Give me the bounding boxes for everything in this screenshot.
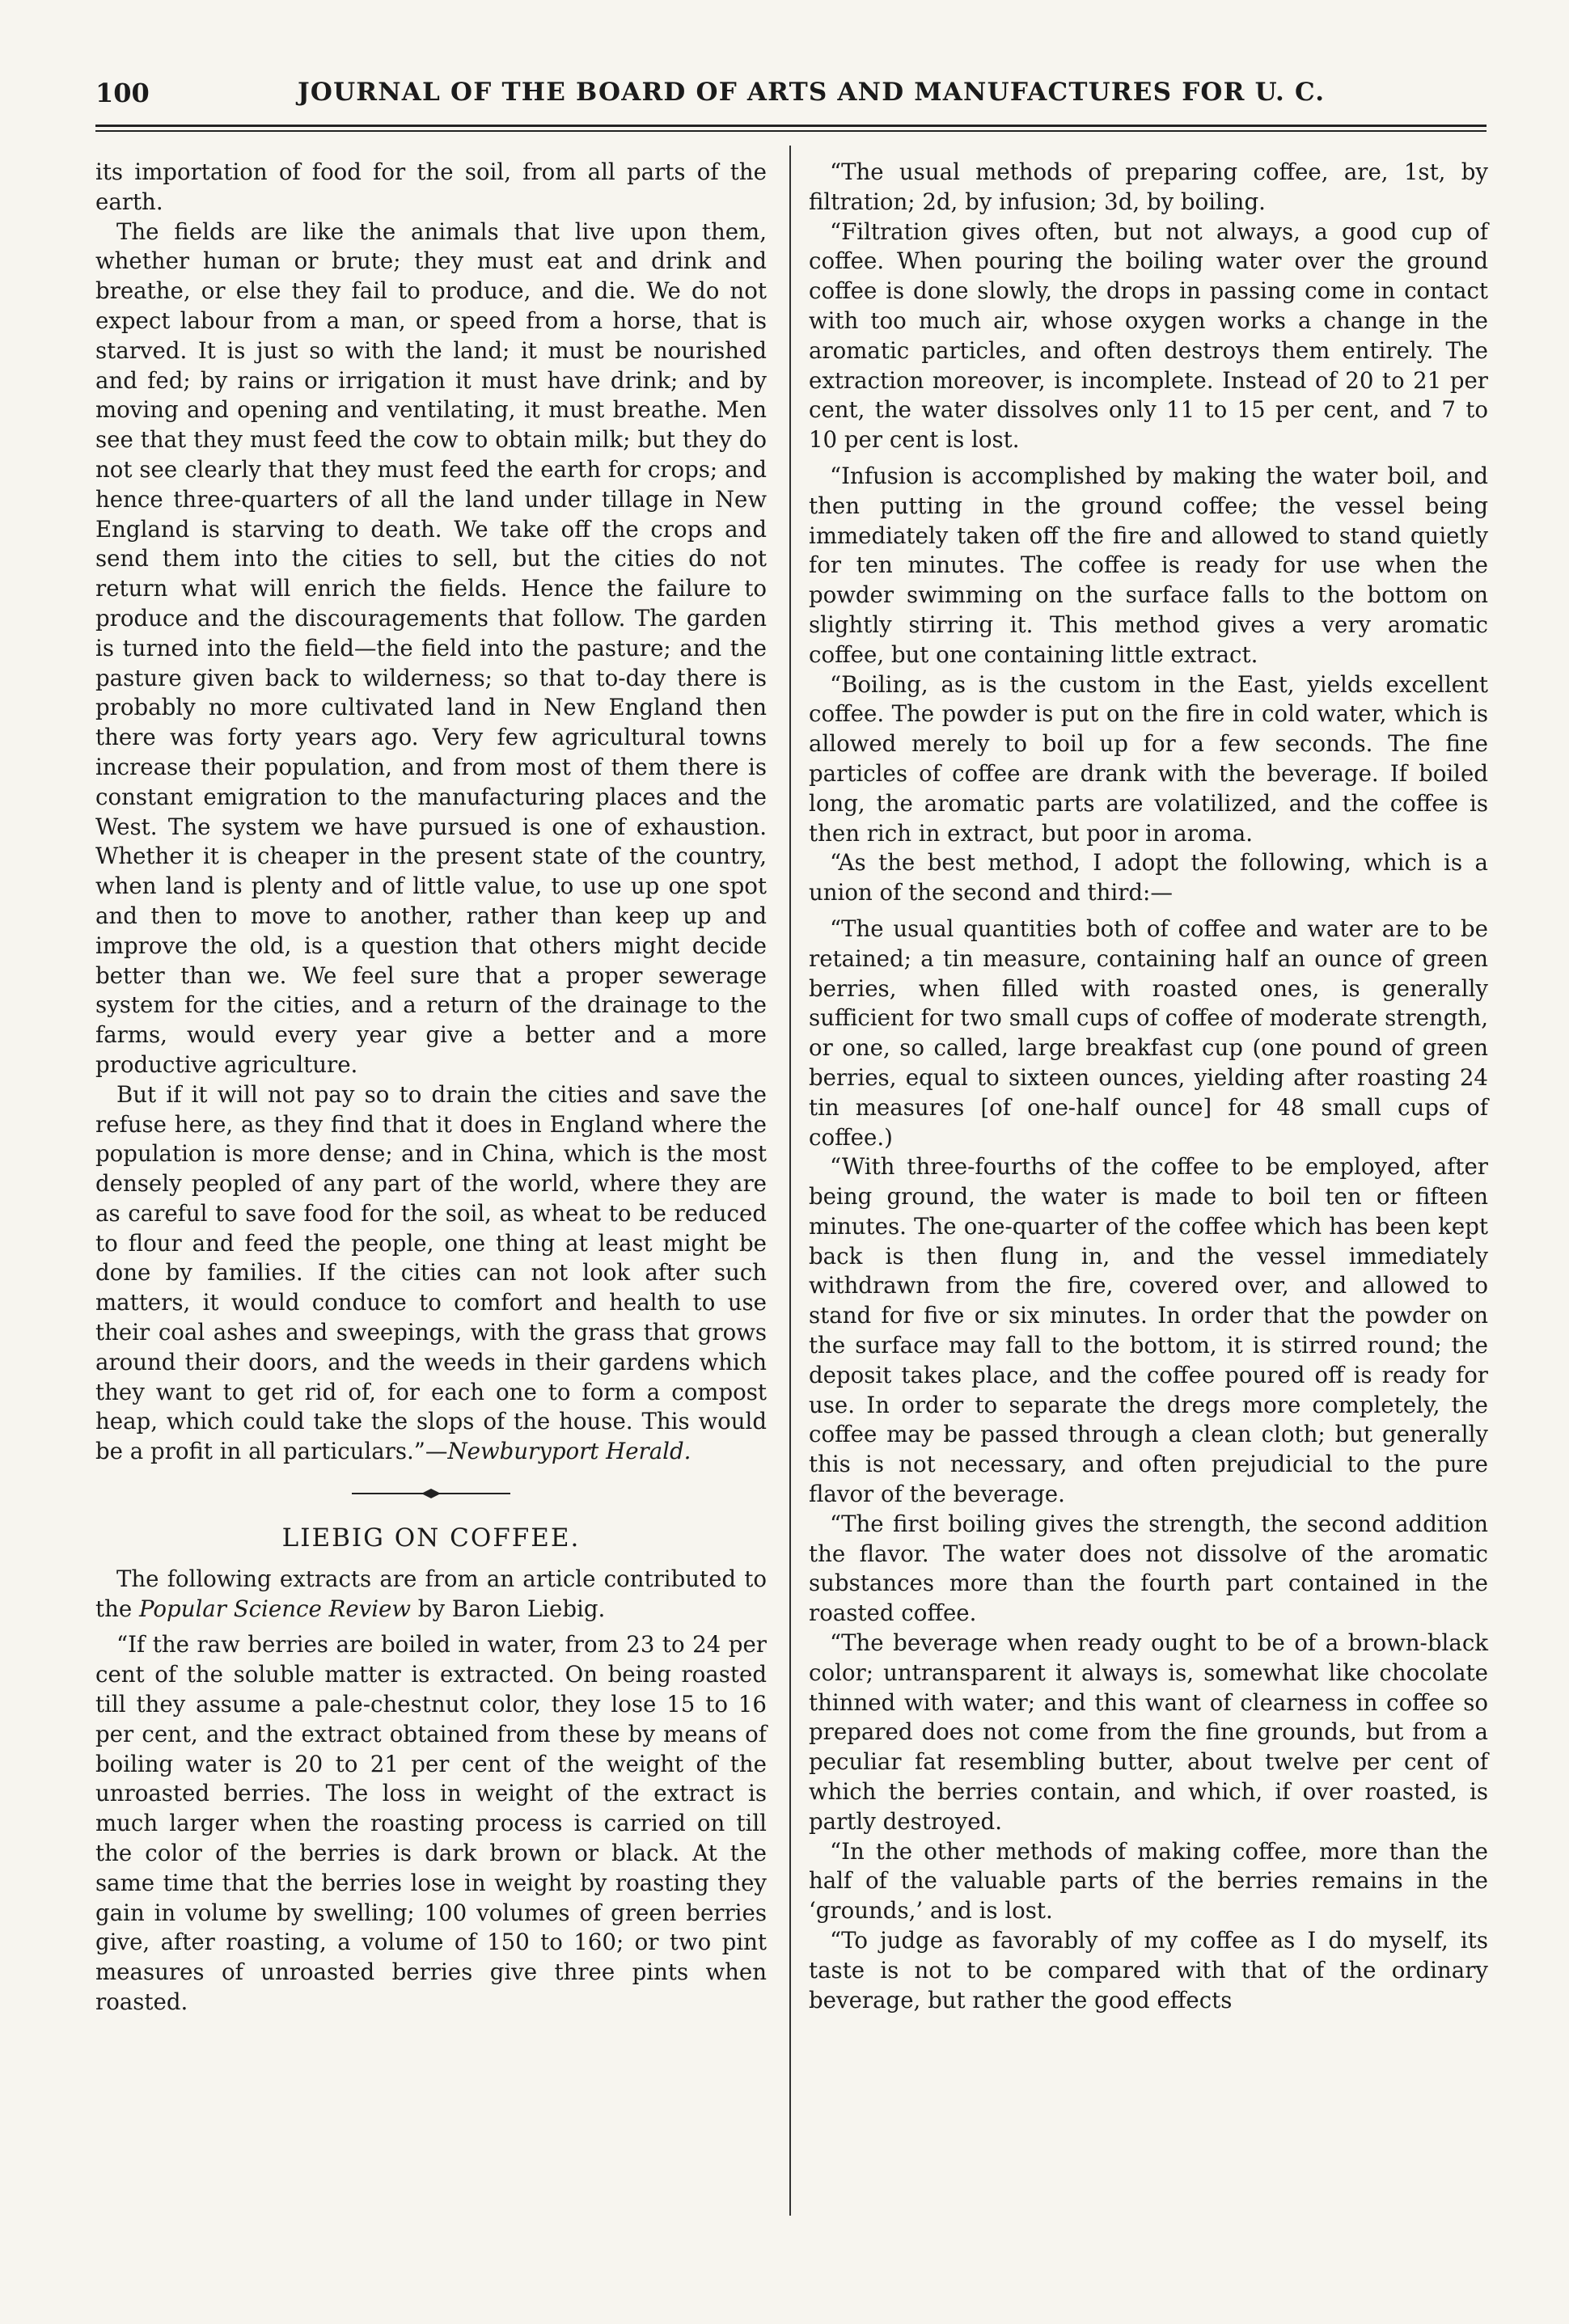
left-column <box>95 158 767 2018</box>
paragraph: “With three-fourths of the coffee to be employed, after being ground, the water is made to boil ten or fifteen minutes. The one-quarter of the coffee which has been kept back is then flung in, and the vessel immediately withdrawn from the fire, covered over, and allowed to stand for five or six minutes. In order that the powder on the surface may fall to the bottom, it is stirred round; the deposit takes place, and the coffee poured off is ready for use. In order to separate the dregs more completely, the coffee may be passed through a clean cloth; but generally this is not necessary, and often prejudicial to the pure flavor of the beverage. <box>809 1153 1488 1508</box>
publication-name: Popular Science Review <box>138 1595 412 1622</box>
intro-text: by Baron Liebig. <box>411 1595 606 1622</box>
paragraph: “Boiling, as is the custom in the East, yields excellent coffee. The powder is put on the fire in cold water, which is allowed merely to boil up for a few seconds. The fine particles of coffee are drank with the beverage. If boiled long, the aromatic parts are volatilized, and the coffee is then rich in extract, but poor in aroma. <box>809 670 1488 847</box>
article-title: LIEBIG ON COFFEE. <box>281 1523 581 1553</box>
page-number: 100 <box>95 78 150 108</box>
paragraph: The fields are like the animals that live upon them, whether human or brute; they must eat and drink and breathe, or else they fail to produce, and die. We do not expect labour from a man, or speed from a horse, that is starved. It is just so with the land; it must be nourished and fed; by rains or irrigation it must have drink; and by moving and opening and ventilating, it must breathe. Men see that they must feed the cow to obtain milk; but they do not see clearly that they must feed the earth for crops; and hence three-quarters of all the land under tillage in New England is starving to death. We take off the crops and send them into the cities to sell, but the cities do not return what will enrich the fields. Hence the failure to produce and the discouragements that follow. The garden is turned into the field—the field into the pasture; and the pasture given back to wilderness; so that to-day there is probably no more cultivated land in New England then there was forty years ago. Very few agricultural towns increase their population, and from most of them there is constant emigration to the manufacturing places and the West. The system we have pursued is one of exhaustion. Whether it is cheaper in the present state of the country, when land is plenty and of little value, to use up one spot and then to move to another, rather than keep up and improve the old, is a question that others might decide better than we. We feel sure that a proper sewerage system for the cities, and a return of the drainage to the farms, would every year give a better and a more productive agriculture. <box>95 218 767 1078</box>
running-header <box>95 78 1487 125</box>
source-citation: Newburyport Herald. <box>447 1438 691 1465</box>
paragraph: “As the best method, I adopt the following, which is a union of the second and third:— <box>809 849 1488 906</box>
header-rule-bottom <box>95 130 1487 132</box>
paragraph: “The beverage when ready ought to be of a brown-black color; untransparent it always is, somewhat like chocolate thinned with water; and this want of clearness in coffee so prepared does not come from the fine grounds, but from a peculiar fat resembling butter, about twelve per cent of which the berries contain, and which, if over roasted, is partly destroyed. <box>809 1629 1488 1835</box>
paragraph: “If the raw berries are boiled in water, from 23 to 24 per cent of the soluble matter is extracted. On being roasted till they assume a pale-chestnut color, they lose 15 to 16 per cent, and the extract obtained from these by means of boiling water is 20 to 21 per cent of the weight of the unroasted berries. The loss in weight of the extract is much larger when the roasting process is carried on till the color of the berries is dark brown or black. At the same time that the berries lose in weight by roasting they gain in volume by swelling; 100 volumes of green berries give, after roasting, a volume of 150 to 160; or two pint measures of unroasted berries give three pints when roasted. <box>95 1631 767 2016</box>
article-intro <box>95 1565 767 1625</box>
column-divider <box>789 146 791 2216</box>
paragraph: its importation of food for the soil, from all parts of the earth. <box>95 158 767 215</box>
paragraph: “The first boiling gives the strength, the second addition the flavor. The water does not dissolve of the aromatic substances more than the fourth part contained in the roasted coffee. <box>809 1510 1488 1627</box>
section-ornament <box>350 1488 512 1499</box>
intro-text: The following extracts are from an article contributed to the <box>95 1565 767 1622</box>
paragraph: “Filtration gives often, but not always, a good cup of coffee. When pouring the boiling water over the ground coffee is done slowly, the drops in passing come in contact with too much air, whose oxygen works a change in the aromatic particles, and often destroys them entirely. The extraction moreover, is incomplete. Instead of 20 to 21 per cent, the water dissolves only 11 to 15 per cent, and 7 to 10 per cent is lost. <box>809 218 1488 454</box>
paragraph-text: But if it will not pay so to drain the cities and save the refuse here, as they find that it does in England where the population is more dense; and in China, which is the most densely peopled of any part of the world, where they are as careful to save food for the soil, as wheat to be reduced to flour and feed the people, one thing at least might be done by families. If the cities can not look after such matters, it would conduce to comfort and health to use their coal ashes and sweepings, with the grass that grows around their doors, and the weeds in their gardens which they want to get rid of, for each one to form a compost heap, which could take the slops of the house. This would be a profit in all particulars.”— <box>95 1080 767 1465</box>
running-title: JOURNAL OF THE BOARD OF ARTS AND MANUFACTURES FOR U. C. <box>298 78 1326 107</box>
header-rule-top <box>95 125 1487 127</box>
right-column <box>809 158 1488 2015</box>
paragraph: “Infusion is accomplished by making the water boil, and then putting in the ground coffee; the vessel being immediately taken off the fire and allowed to stand quietly for ten minutes. The coffee is ready for use when the powder swimming on the surface falls to the bottom on slightly stirring it. This method gives a very aromatic coffee, but one containing little extract. <box>809 462 1488 668</box>
paragraph: “In the other methods of making coffee, more than the half of the valuable parts of the berries remains in the ‘grounds,’ and is lost. <box>809 1837 1488 1925</box>
paragraph <box>95 1080 767 1467</box>
paragraph: “The usual quantities both of coffee and water are to be retained; a tin measure, containing half an ounce of green berries, when filled with roasted ones, is generally sufficient for two small cups of coffee of moderate strength, or one, so called, large breakfast cup (one pound of green berries, equal to sixteen ounces, yielding after roasting 24 tin measures [of one-half ounce] for 48 small cups of coffee.) <box>809 915 1488 1151</box>
paragraph: “The usual methods of preparing coffee, are, 1st, by filtration; 2d, by infusion; 3d, by boiling. <box>809 158 1488 215</box>
paragraph: “To judge as favorably of my coffee as I do myself, its taste is not to be compared with that of the ordinary beverage, but rather the good effects <box>809 1927 1488 2013</box>
